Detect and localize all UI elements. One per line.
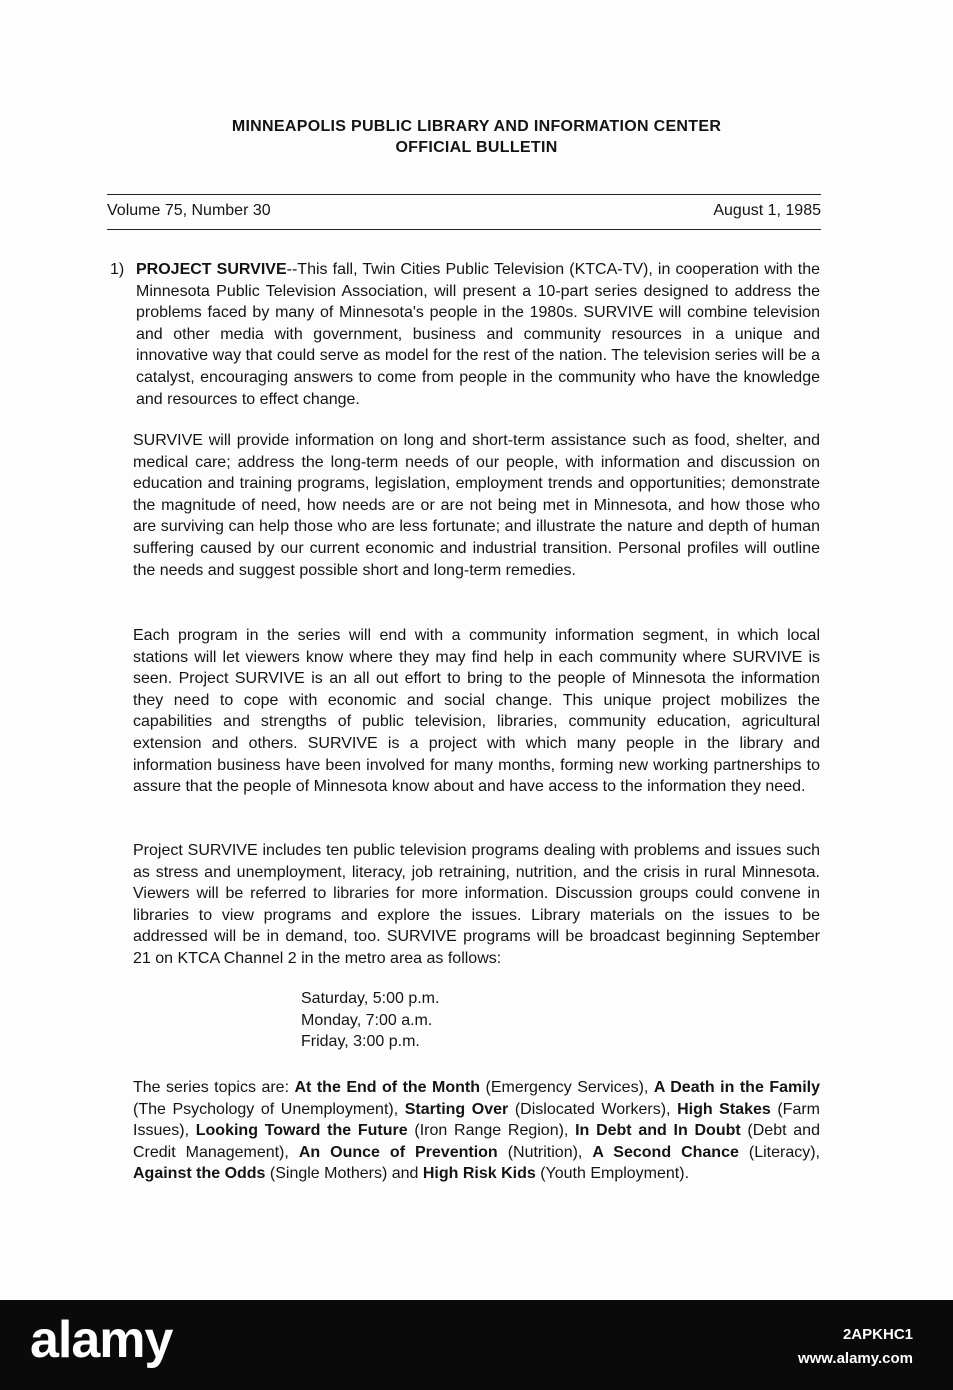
- paragraph-3: Each program in the series will end with a community information segment, in which local stations will let viewers know where they may find help in each community where SURVIVE is seen. Project SURVIVE is an all out effort to bring to the people of Minnesota the information they need to cope with economic and social change. This unique project mobilizes the capabilities and strengths of public television, libraries, community education, agricultural extension and others. SURVIVE is a project with which many people in the library and information business have been involved for many months, forming new working partnerships to assure that the people of Minnesota know about and have access to the information they need.: [133, 627, 820, 796]
- topic-title: A Death in the Family: [653, 1079, 821, 1096]
- topic-title: High Risk Kids: [422, 1165, 536, 1183]
- item-number: 1): [110, 261, 125, 278]
- watermark-bar: [0, 1300, 953, 1390]
- topic-desc: (Dislocated Workers),: [508, 1100, 678, 1118]
- watermark-url: www.alamy.com: [797, 1350, 913, 1367]
- volume-number: Volume 75, Number 30: [107, 202, 271, 219]
- paragraph-2: SURVIVE will provide information on long and short-term assistance such as food, shelter, and medical care; address the long-term needs of our people, with information and discussion on education and training programs, legislation, employment trends and opportunities; demonstrate the magnitude of need, how needs are or are not being met in Minnesota, and how those who are surviving can help those who are less fortunate; and illustrate the nature and depth of human suffering caused by our current economic and industrial transition. Personal profiles will outline the needs and suggest possible short and long-term remedies.: [133, 432, 820, 579]
- topic-title: Starting Over: [404, 1100, 509, 1118]
- schedule-item: Saturday, 5:00 p.m.: [301, 990, 440, 1007]
- topic-title: In Debt and In Doubt: [575, 1122, 741, 1140]
- topic-title: Against the Odds: [133, 1165, 266, 1183]
- paragraph-1: [136, 259, 820, 410]
- topic-desc: (Farm Issues),: [133, 1100, 821, 1140]
- topic-desc: (Emergency Services),: [480, 1079, 654, 1096]
- image-id: 2APKHC1: [842, 1326, 913, 1343]
- topic-title: At the End of the Month: [294, 1079, 481, 1096]
- broadcast-schedule: [301, 988, 439, 1053]
- topics-paragraph: [133, 1077, 820, 1185]
- topic-title: High Stakes: [677, 1100, 771, 1118]
- schedule-item: Friday, 3:00 p.m.: [301, 1033, 420, 1051]
- masthead-title: MINNEAPOLIS PUBLIC LIBRARY AND INFORMATION CENTER: [231, 118, 722, 135]
- topic-desc: (Debt and Credit Management),: [133, 1122, 820, 1161]
- masthead: [0, 116, 953, 158]
- topic-desc: (Single Mothers) and: [265, 1165, 423, 1183]
- issue-date: August 1, 1985: [713, 202, 821, 219]
- topic-title: An Ounce of Prevention: [298, 1143, 498, 1161]
- paragraph-1-text: --This fall, Twin Cities Public Television (KTCA-TV), in cooperation with the Minnesota Public Television Association, will present a 10-part series designed to address the problems faced by many of Minnesota's people in the 1980s. SURVIVE will combine television and other media with government, business and community resources in a unique and innovative way that could serve as model for the rest of the nation. The television series will be a catalyst, encouraging answers to come from people in the community who have the knowledge and resources to effect change.: [136, 261, 820, 408]
- bottom-rule: [107, 229, 821, 230]
- masthead-subtitle: OFFICIAL BULLETIN: [395, 139, 558, 156]
- topic-title: Looking Toward the Future: [195, 1122, 408, 1140]
- topic-desc: (Youth Employment).: [535, 1165, 690, 1183]
- topics-intro: The series topics are:: [133, 1079, 295, 1096]
- topic-title: A Second Chance: [592, 1143, 739, 1161]
- topic-desc: (Literacy),: [738, 1143, 821, 1161]
- topic-desc: (Iron Range Region),: [407, 1122, 576, 1140]
- top-rule: [107, 194, 821, 195]
- topic-desc: (The Psychology of Unemployment),: [133, 1100, 405, 1118]
- paragraph-4: Project SURVIVE includes ten public television programs dealing with problems and issues such as stress and unemployment, literacy, job retraining, nutrition, and the crisis in rural Minnesota. Viewers will be referred to libraries for more information. Discussion groups could convene in libraries to view programs and explore the issues. Library materials on the issues to be addressed will be in demand, too. SURVIVE programs will be broadcast beginning September 21 on KTCA Channel 2 in the metro area as follows:: [133, 842, 820, 967]
- schedule-item: Monday, 7:00 a.m.: [301, 1011, 433, 1029]
- item-heading: PROJECT SURVIVE: [136, 261, 287, 278]
- topic-desc: (Nutrition),: [497, 1143, 593, 1161]
- alamy-logo: alamy: [30, 1311, 173, 1369]
- issue-line: [107, 202, 821, 220]
